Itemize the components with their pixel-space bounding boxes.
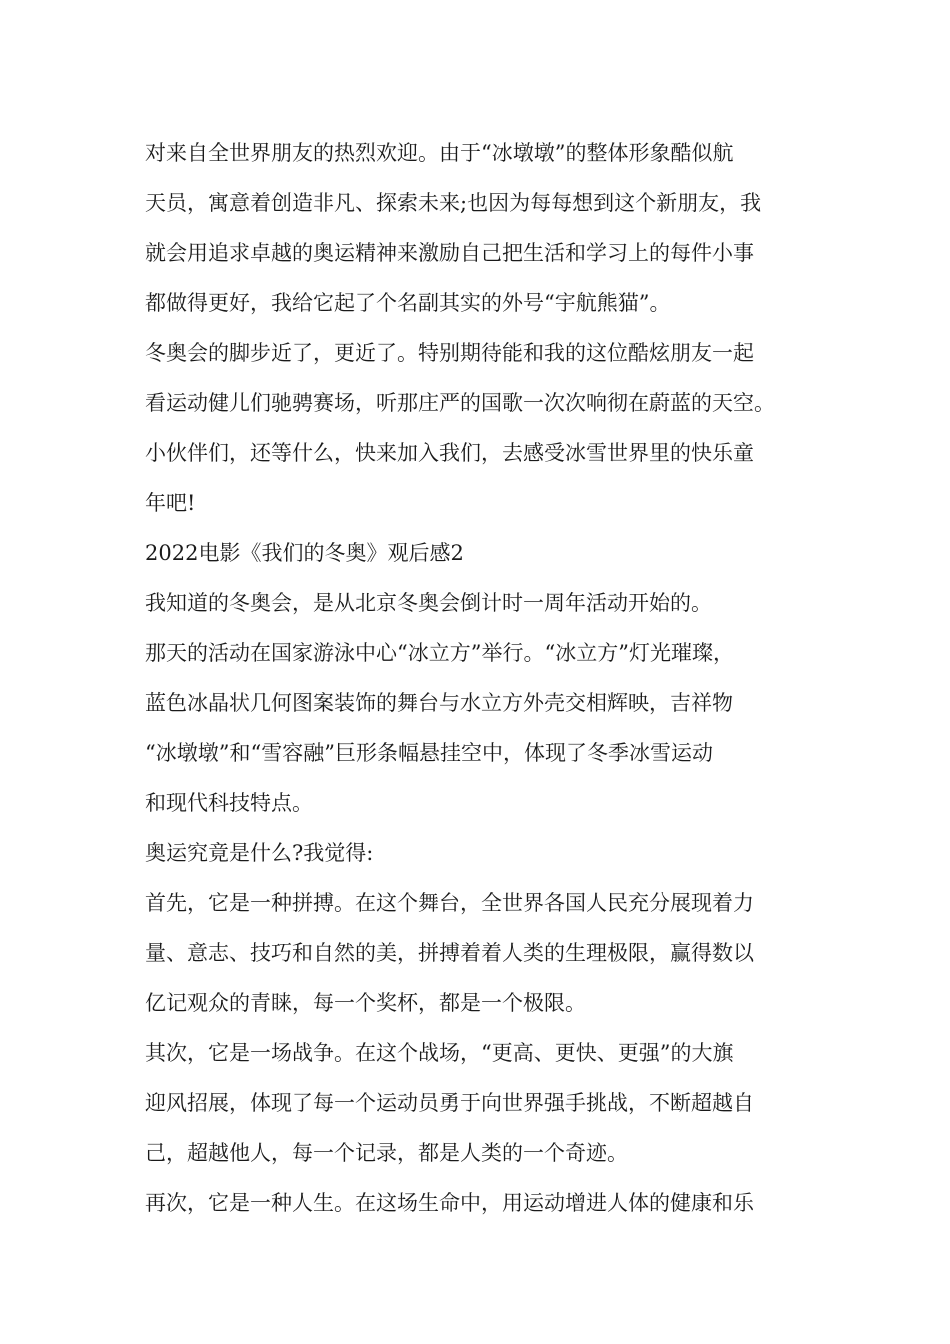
text-line: 冬奥会的脚步近了，更近了。特别期待能和我的这位酷炫朋友一起 xyxy=(145,341,754,365)
text-line: 奥运究竟是什么?我觉得: xyxy=(145,841,374,865)
text-line: 其次，它是一场战争。在这个战场，“更高、更快、更强”的大旗 xyxy=(145,1041,734,1065)
text-line: 量、意志、技巧和自然的美，拼搏着着人类的生理极限，赢得数以 xyxy=(145,941,754,965)
text-line: 对来自全世界朋友的热烈欢迎。由于“冰墩墩”的整体形象酷似航 xyxy=(145,141,734,165)
text-line: 我知道的冬奥会，是从北京冬奥会倒计时一周年活动开始的。 xyxy=(145,591,712,615)
text-line: 己，超越他人，每一个记录，都是人类的一个奇迹。 xyxy=(145,1141,628,1165)
text-line: “冰墩墩”和“雪容融”巨形条幅悬挂空中，体现了冬季冰雪运动 xyxy=(145,741,713,765)
text-line: 看运动健儿们驰骋赛场，听那庄严的国歌一次次响彻在蔚蓝的天空。 xyxy=(145,391,775,415)
text-line: 再次，它是一种人生。在这场生命中，用运动增进人体的健康和乐 xyxy=(145,1191,754,1215)
body-text xyxy=(145,128,845,1228)
text-line: 那天的活动在国家游泳中心“冰立方”举行。“冰立方”灯光璀璨， xyxy=(145,641,734,665)
text-line: 都做得更好，我给它起了个名副其实的外号“宇航熊猫”。 xyxy=(145,291,671,315)
text-line: 就会用追求卓越的奥运精神来激励自己把生活和学习上的每件小事 xyxy=(145,241,754,265)
text-line: 天员，寓意着创造非凡、探索未来;也因为每每想到这个新朋友，我 xyxy=(145,191,762,215)
text-line: 年吧! xyxy=(145,491,196,515)
text-line: 和现代科技特点。 xyxy=(145,791,313,815)
text-line: 首先，它是一种拼搏。在这个舞台，全世界各国人民充分展现着力 xyxy=(145,891,754,915)
text-line: 迎风招展，体现了每一个运动员勇于向世界强手挑战，不断超越自 xyxy=(145,1091,754,1115)
text-line: 小伙伴们，还等什么，快来加入我们，去感受冰雪世界里的快乐童 xyxy=(145,441,754,465)
text-line: 亿记观众的青睐，每一个奖杯，都是一个极限。 xyxy=(145,991,586,1015)
section-heading: 2022电影《我们的冬奥》观后感2 xyxy=(145,541,464,565)
text-line: 蓝色冰晶状几何图案装饰的舞台与水立方外壳交相辉映，吉祥物 xyxy=(145,691,733,715)
